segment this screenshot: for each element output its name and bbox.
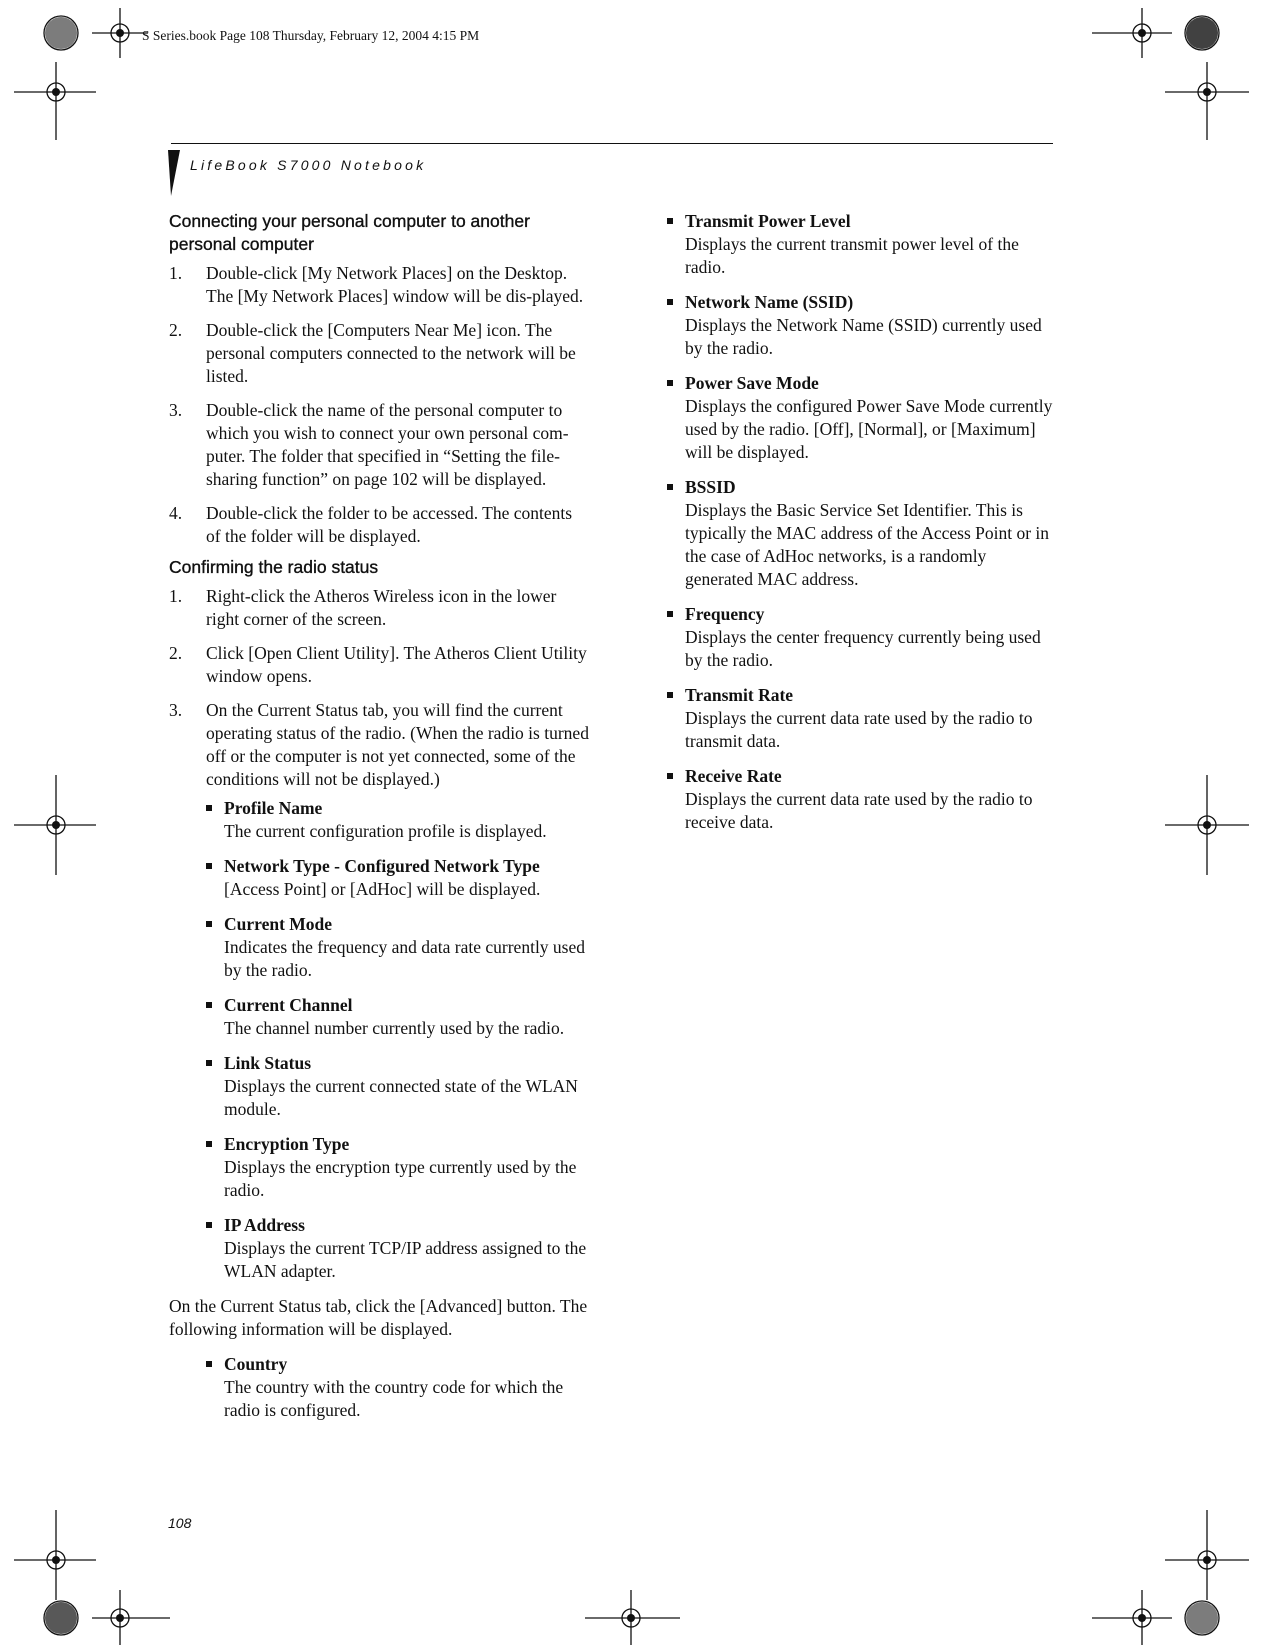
list-item: Link Status Displays the current connected state of the WLAN module. bbox=[206, 1052, 589, 1121]
list-item: Encryption Type Displays the encryption type currently used by the radio. bbox=[206, 1133, 589, 1202]
list-item: Network Name (SSID) Displays the Network Name (SSID) currently used by the radio. bbox=[667, 291, 1055, 360]
bullet-square-icon bbox=[667, 380, 673, 386]
list-item: Transmit Power Level Displays the current transmit power level of the radio. bbox=[667, 210, 1055, 279]
advanced-field-list bbox=[206, 1353, 589, 1422]
list-item: BSSID Displays the Basic Service Set Identifier. This is typically the MAC address of the Access Point or in the case of AdHoc networks, is a randomly generated MAC address. bbox=[667, 476, 1055, 591]
left-column bbox=[169, 210, 589, 1434]
list-item: Current Mode Indicates the frequency and data rate currently used by the radio. bbox=[206, 913, 589, 982]
bullet-square-icon bbox=[667, 692, 673, 698]
step-item: 2. Double-click the [Computers Near Me] icon. The personal computers connected to the network will be listed. bbox=[169, 320, 576, 386]
step-item: 4. Double-click the folder to be accessed. The contents of the folder will be displayed. bbox=[169, 503, 573, 546]
bullet-square-icon bbox=[206, 1141, 212, 1147]
section-heading: Confirming the radio status bbox=[169, 557, 379, 577]
header-rule bbox=[171, 143, 1053, 144]
bullet-square-icon bbox=[206, 1361, 212, 1367]
list-item: Network Type - Configured Network Type [Access Point] or [AdHoc] will be displayed. bbox=[206, 855, 589, 901]
bullet-square-icon bbox=[667, 218, 673, 224]
list-item: Transmit Rate Displays the current data rate used by the radio to transmit data. bbox=[667, 684, 1055, 753]
list-item: Profile Name The current configuration profile is displayed. bbox=[206, 797, 589, 843]
right-column bbox=[667, 210, 1055, 846]
list-item: Frequency Displays the center frequency currently being used by the radio. bbox=[667, 603, 1055, 672]
step-item: 3. On the Current Status tab, you will find the current operating status of the radio. (When the radio is turned off or the computer is not yet connected, some of the conditions will not be displayed.) bbox=[169, 700, 589, 789]
list-item: IP Address Displays the current TCP/IP address assigned to the WLAN adapter. bbox=[206, 1214, 589, 1283]
list-item: Country The country with the country code for which the radio is configured. bbox=[206, 1353, 589, 1422]
list-item: Current Channel The channel number currently used by the radio. bbox=[206, 994, 589, 1040]
status-field-list bbox=[206, 797, 589, 1283]
running-header: LifeBook S7000 Notebook bbox=[190, 157, 427, 173]
bullet-square-icon bbox=[206, 921, 212, 927]
bullet-square-icon bbox=[206, 1002, 212, 1008]
bullet-square-icon bbox=[667, 484, 673, 490]
bullet-square-icon bbox=[667, 773, 673, 779]
bullet-square-icon bbox=[667, 299, 673, 305]
step-item: 1. Double-click [My Network Places] on the Desktop. The [My Network Places] window will be dis-played. bbox=[169, 263, 584, 306]
step-item: 1. Right-click the Atheros Wireless icon in the lower right corner of the screen. bbox=[169, 586, 557, 629]
bullet-square-icon bbox=[206, 1222, 212, 1228]
page-number: 108 bbox=[168, 1515, 192, 1531]
body-paragraph: On the Current Status tab, click the [Advanced] button. The following information will be displayed. bbox=[169, 1296, 588, 1339]
bullet-square-icon bbox=[667, 611, 673, 617]
bullet-square-icon bbox=[206, 863, 212, 869]
step-item: 3. Double-click the name of the personal computer to which you wish to connect your own personal com-puter. The folder that specified in “Setting the file-sharing function” on page 102 will be displayed. bbox=[169, 400, 569, 489]
step-item: 2. Click [Open Client Utility]. The Atheros Client Utility window opens. bbox=[169, 643, 587, 686]
section-heading: Connecting your personal computer to another personal computer bbox=[169, 211, 530, 254]
header-tab-marker bbox=[168, 150, 180, 196]
list-item: Receive Rate Displays the current data rate used by the radio to receive data. bbox=[667, 765, 1055, 834]
bullet-square-icon bbox=[206, 1060, 212, 1066]
print-slug: S Series.book Page 108 Thursday, February 12, 2004 4:15 PM bbox=[142, 28, 480, 43]
bullet-square-icon bbox=[206, 805, 212, 811]
list-item: Power Save Mode Displays the configured Power Save Mode currently used by the radio. [Off], [Normal], or [Maximum] will be displayed. bbox=[667, 372, 1055, 464]
